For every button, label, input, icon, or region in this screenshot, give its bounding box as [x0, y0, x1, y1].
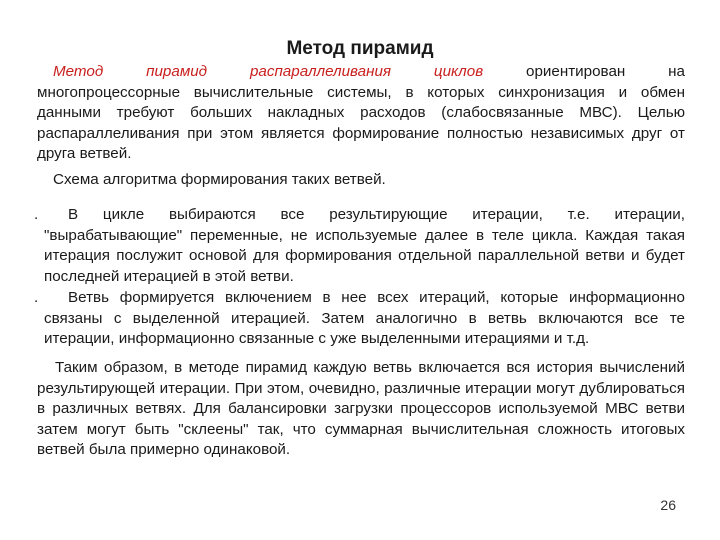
- list-item-first-line: В цикле выбираются все результирующие итерации, т.е. итерации,: [68, 206, 685, 223]
- conclusion-paragraph: Таким образом, в методе пирамид каждую ветвь включается вся история вычислений результирующей итерации. При этом, очевидно, различные итерации могут дублироваться в различных ветвях. Для балансировки загрузки процессоров используемой МВС ветви затем могут быть "склеены" так, что суммарная вычислительная сложность итоговых ветвей была примерно одинаковой.: [37, 359, 685, 458]
- list-item-first-line: Ветвь формируется включением в нее всех итераций, которые информационно: [68, 289, 685, 306]
- bullet-marker: .: [34, 206, 39, 223]
- page-number: 26: [660, 497, 676, 513]
- scheme-heading: Схема алгоритма формирования таких ветвей.: [53, 171, 386, 188]
- intro-first-line-rest: ориентирован на: [483, 63, 685, 80]
- intro-paragraph: [37, 62, 685, 165]
- list-item-text: связаны с выделенной итерацией. Затем аналогично в ветвь включаются все те итерации, информационно связанные с уже выделенными итерациями и т.д.: [44, 309, 685, 347]
- intro-first-line: [37, 62, 685, 83]
- list-item: [34, 288, 685, 350]
- intro-paragraph-rest: многопроцессорные вычислительные системы, в которых синхронизация и обмен данными требуют больших накладных расходов (слабосвязанные МВС). Целью распараллеливания при этом является формирование полностью независимых друг от друга ветвей.: [37, 83, 685, 162]
- list-item: [34, 205, 685, 287]
- method-name-highlight: Метод пирамид распараллеливания циклов: [53, 63, 484, 80]
- slide-title: Метод пирамид: [286, 38, 434, 59]
- list-item-text: "вырабатывающие" переменные, не используемые далее в теле цикла. Каждая такая итерация послужит основой для формирования отдельной параллельной ветви и будет последней итерацией в этой ветви.: [44, 226, 685, 285]
- bullet-marker: .: [34, 289, 39, 306]
